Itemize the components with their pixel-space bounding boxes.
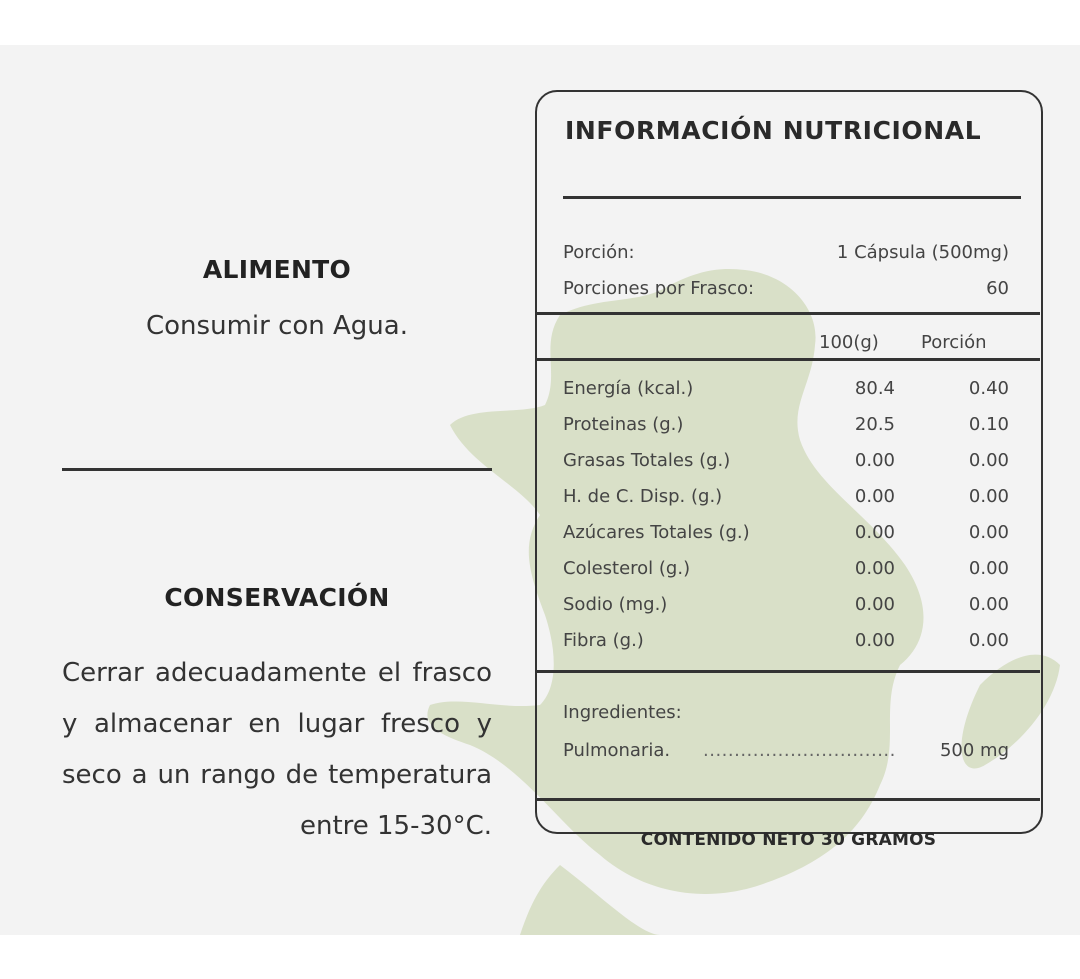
column-header-porcion: Porción xyxy=(921,332,987,353)
nutrient-row xyxy=(563,522,1009,558)
nutrient-label: H. de C. Disp. (g.) xyxy=(563,486,723,507)
section-divider xyxy=(62,468,492,471)
title-underline xyxy=(563,196,1021,199)
nutrient-value-100g: 0.00 xyxy=(854,486,895,507)
nutrient-value-100g: 0.00 xyxy=(854,630,895,651)
nutrient-label: Grasas Totales (g.) xyxy=(563,450,731,471)
nutrient-row xyxy=(563,486,1009,522)
ingredient-name: Pulmonaria. xyxy=(563,740,671,761)
nutrient-label: Proteinas (g.) xyxy=(563,414,684,435)
nutrient-label: Fibra (g.) xyxy=(563,630,644,651)
nutrient-value-100g: 80.4 xyxy=(854,378,895,399)
alimento-text: Consumir con Agua. xyxy=(146,311,408,341)
ingredient-leader-dots: ............................... xyxy=(703,740,896,761)
nutrient-label: Azúcares Totales (g.) xyxy=(563,522,750,543)
nutrient-row xyxy=(563,594,1009,630)
nutrient-label: Colesterol (g.) xyxy=(563,558,691,579)
nutrient-row xyxy=(563,414,1009,450)
ingredient-amount: 500 mg xyxy=(939,740,1009,761)
nutrient-value-porcion: 0.00 xyxy=(968,450,1009,471)
ingredient-row xyxy=(563,740,1009,761)
nutrient-row xyxy=(563,630,1009,666)
nutrient-value-100g: 20.5 xyxy=(854,414,895,435)
nutrient-label: Sodio (mg.) xyxy=(563,594,668,615)
porcion-value: 1 Cápsula (500mg) xyxy=(836,242,1009,263)
nutrient-value-porcion: 0.40 xyxy=(968,378,1009,399)
nutrient-value-100g: 0.00 xyxy=(854,522,895,543)
nutrient-value-porcion: 0.10 xyxy=(968,414,1009,435)
separator-line xyxy=(537,798,1040,801)
nutrient-row xyxy=(563,450,1009,486)
nutrient-value-porcion: 0.00 xyxy=(968,486,1009,507)
conservacion-heading: CONSERVACIÓN xyxy=(164,583,390,612)
porcion-label: Porción: xyxy=(563,242,635,263)
porciones-value: 60 xyxy=(986,278,1009,299)
nutrient-row xyxy=(563,378,1009,414)
nutrient-label: Energía (kcal.) xyxy=(563,378,694,399)
nutrient-row xyxy=(563,558,1009,594)
nutrient-value-100g: 0.00 xyxy=(854,594,895,615)
nutrient-value-100g: 0.00 xyxy=(854,558,895,579)
separator-line xyxy=(537,358,1040,361)
nutrient-value-porcion: 0.00 xyxy=(968,594,1009,615)
nutrition-label xyxy=(535,90,1043,850)
porciones-label: Porciones por Frasco: xyxy=(563,278,755,299)
ingredientes-label: Ingredientes: xyxy=(563,702,682,723)
alimento-heading: ALIMENTO xyxy=(202,255,352,284)
nutrient-value-porcion: 0.00 xyxy=(968,630,1009,651)
separator-line xyxy=(537,312,1040,315)
product-info-panel xyxy=(0,45,1080,935)
nutrient-value-100g: 0.00 xyxy=(854,450,895,471)
column-header-100g: 100(g) xyxy=(819,332,879,353)
nutrient-value-porcion: 0.00 xyxy=(968,558,1009,579)
conservacion-text: Cerrar adecuadamente el frasco y almacenar en lugar fresco y seco a un rango de temperatura entre 15-30°C. xyxy=(62,658,492,841)
contenido-neto: CONTENIDO NETO 30 GRAMOS xyxy=(640,830,937,850)
nutrition-title: INFORMACIÓN NUTRICIONAL xyxy=(565,116,982,145)
nutrient-value-porcion: 0.00 xyxy=(968,522,1009,543)
separator-line xyxy=(537,670,1040,673)
